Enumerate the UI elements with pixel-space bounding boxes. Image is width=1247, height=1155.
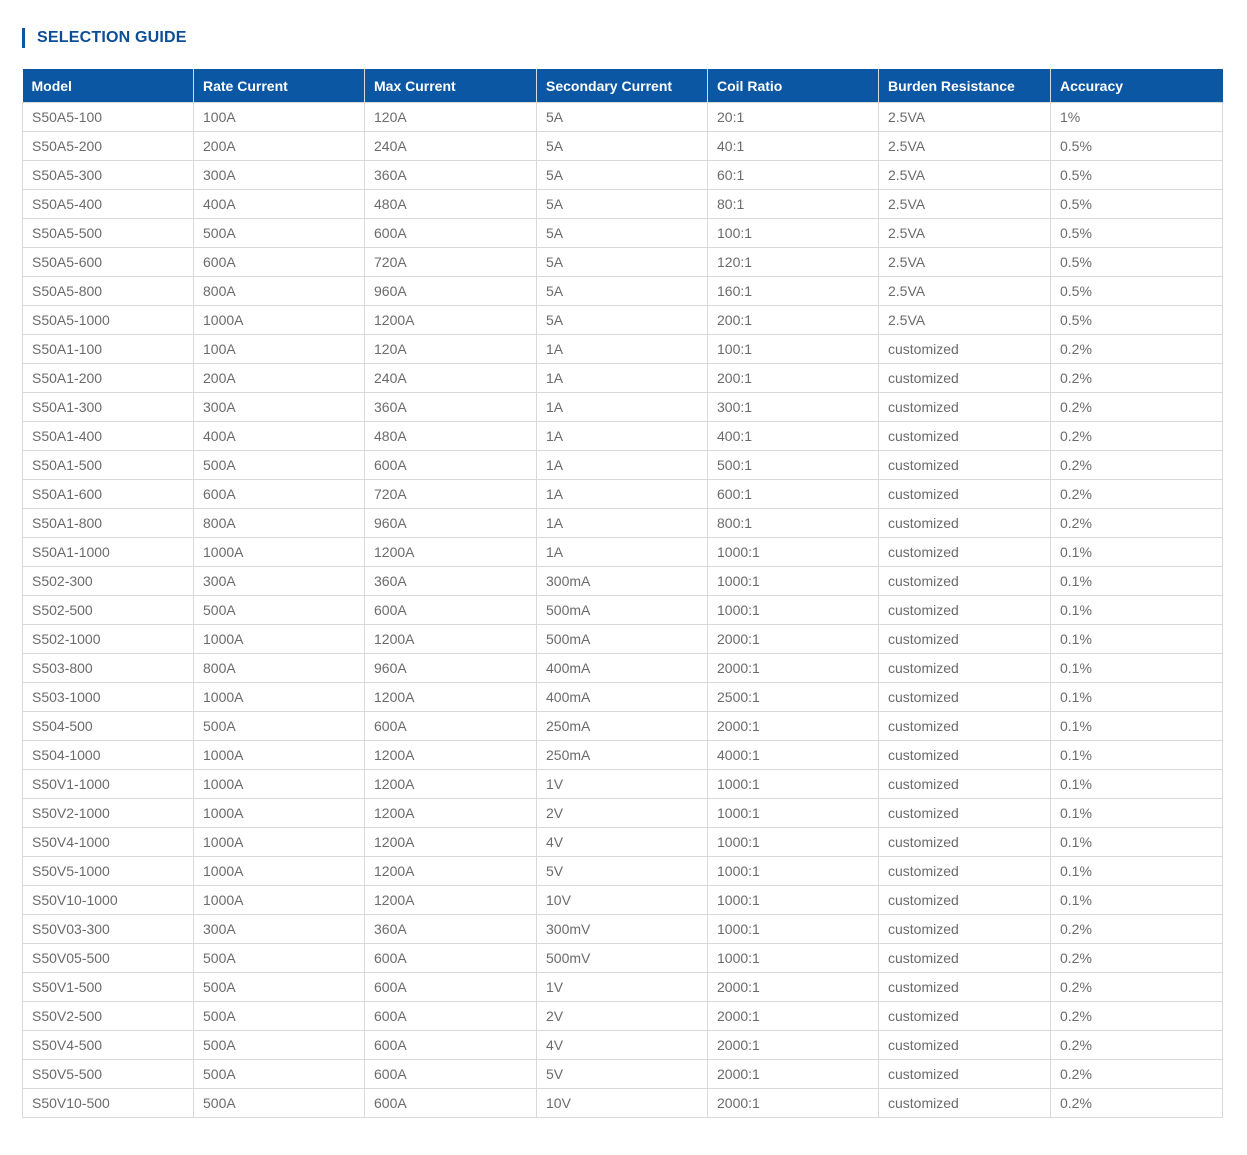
cell-accuracy: 0.1%	[1051, 538, 1223, 567]
cell-rate-current: 500A	[194, 451, 365, 480]
cell-rate-current: 500A	[194, 712, 365, 741]
cell-rate-current: 500A	[194, 1089, 365, 1118]
table-row	[23, 770, 1223, 799]
cell-secondary-current: 1A	[537, 480, 708, 509]
cell-max-current: 960A	[365, 509, 537, 538]
cell-model: S50V2-1000	[23, 799, 194, 828]
cell-coil-ratio: 1000:1	[708, 857, 879, 886]
cell-secondary-current: 2V	[537, 1002, 708, 1031]
cell-burden-resistance: customized	[879, 1031, 1051, 1060]
header-rate-current: Rate Current	[194, 69, 365, 103]
cell-coil-ratio: 20:1	[708, 103, 879, 132]
cell-coil-ratio: 1000:1	[708, 915, 879, 944]
cell-burden-resistance: customized	[879, 973, 1051, 1002]
table-row	[23, 973, 1223, 1002]
cell-model: S50A1-300	[23, 393, 194, 422]
cell-rate-current: 1000A	[194, 886, 365, 915]
cell-model: S50V03-300	[23, 915, 194, 944]
table-row	[23, 132, 1223, 161]
cell-secondary-current: 400mA	[537, 683, 708, 712]
cell-accuracy: 0.1%	[1051, 567, 1223, 596]
cell-secondary-current: 2V	[537, 799, 708, 828]
cell-rate-current: 1000A	[194, 857, 365, 886]
cell-accuracy: 0.2%	[1051, 451, 1223, 480]
cell-burden-resistance: customized	[879, 538, 1051, 567]
cell-model: S50A5-500	[23, 219, 194, 248]
cell-secondary-current: 1A	[537, 422, 708, 451]
cell-max-current: 240A	[365, 364, 537, 393]
cell-burden-resistance: customized	[879, 625, 1051, 654]
cell-burden-resistance: customized	[879, 654, 1051, 683]
cell-model: S50V5-500	[23, 1060, 194, 1089]
cell-accuracy: 0.1%	[1051, 770, 1223, 799]
cell-secondary-current: 10V	[537, 886, 708, 915]
cell-secondary-current: 250mA	[537, 712, 708, 741]
cell-secondary-current: 10V	[537, 1089, 708, 1118]
cell-model: S50A1-400	[23, 422, 194, 451]
cell-accuracy: 1%	[1051, 103, 1223, 132]
cell-coil-ratio: 120:1	[708, 248, 879, 277]
cell-max-current: 480A	[365, 190, 537, 219]
cell-rate-current: 500A	[194, 1060, 365, 1089]
table-row	[23, 828, 1223, 857]
cell-accuracy: 0.2%	[1051, 944, 1223, 973]
cell-secondary-current: 500mA	[537, 625, 708, 654]
cell-max-current: 720A	[365, 480, 537, 509]
cell-secondary-current: 5A	[537, 277, 708, 306]
cell-secondary-current: 300mA	[537, 567, 708, 596]
cell-accuracy: 0.1%	[1051, 741, 1223, 770]
cell-model: S50A5-1000	[23, 306, 194, 335]
cell-max-current: 360A	[365, 915, 537, 944]
cell-secondary-current: 1V	[537, 973, 708, 1002]
cell-model: S50A5-400	[23, 190, 194, 219]
cell-rate-current: 1000A	[194, 683, 365, 712]
cell-accuracy: 0.1%	[1051, 828, 1223, 857]
cell-model: S50A5-800	[23, 277, 194, 306]
cell-model: S50A1-600	[23, 480, 194, 509]
cell-max-current: 240A	[365, 132, 537, 161]
cell-burden-resistance: customized	[879, 857, 1051, 886]
cell-rate-current: 1000A	[194, 538, 365, 567]
cell-coil-ratio: 80:1	[708, 190, 879, 219]
table-row	[23, 509, 1223, 538]
table-row	[23, 277, 1223, 306]
cell-coil-ratio: 2000:1	[708, 1060, 879, 1089]
table-row	[23, 712, 1223, 741]
cell-coil-ratio: 4000:1	[708, 741, 879, 770]
cell-coil-ratio: 2000:1	[708, 625, 879, 654]
cell-model: S502-500	[23, 596, 194, 625]
cell-model: S50A5-200	[23, 132, 194, 161]
table-row	[23, 683, 1223, 712]
cell-accuracy: 0.2%	[1051, 335, 1223, 364]
cell-accuracy: 0.1%	[1051, 799, 1223, 828]
cell-coil-ratio: 1000:1	[708, 567, 879, 596]
cell-accuracy: 0.5%	[1051, 219, 1223, 248]
cell-max-current: 1200A	[365, 857, 537, 886]
cell-rate-current: 400A	[194, 190, 365, 219]
cell-coil-ratio: 200:1	[708, 364, 879, 393]
table-row	[23, 1031, 1223, 1060]
table-row	[23, 915, 1223, 944]
header-max-current: Max Current	[365, 69, 537, 103]
cell-coil-ratio: 1000:1	[708, 886, 879, 915]
cell-burden-resistance: customized	[879, 1060, 1051, 1089]
cell-rate-current: 300A	[194, 393, 365, 422]
table-row	[23, 480, 1223, 509]
cell-burden-resistance: customized	[879, 886, 1051, 915]
cell-max-current: 600A	[365, 1002, 537, 1031]
cell-model: S50V4-500	[23, 1031, 194, 1060]
cell-burden-resistance: customized	[879, 712, 1051, 741]
cell-max-current: 1200A	[365, 683, 537, 712]
cell-burden-resistance: 2.5VA	[879, 248, 1051, 277]
cell-coil-ratio: 1000:1	[708, 828, 879, 857]
table-row	[23, 451, 1223, 480]
cell-coil-ratio: 200:1	[708, 306, 879, 335]
cell-coil-ratio: 300:1	[708, 393, 879, 422]
header-secondary-current: Secondary Current	[537, 69, 708, 103]
table-row	[23, 219, 1223, 248]
cell-max-current: 600A	[365, 219, 537, 248]
cell-model: S50A5-100	[23, 103, 194, 132]
cell-model: S50V10-500	[23, 1089, 194, 1118]
cell-rate-current: 200A	[194, 364, 365, 393]
cell-accuracy: 0.1%	[1051, 712, 1223, 741]
cell-model: S503-800	[23, 654, 194, 683]
cell-accuracy: 0.2%	[1051, 509, 1223, 538]
cell-max-current: 1200A	[365, 741, 537, 770]
header-accuracy: Accuracy	[1051, 69, 1223, 103]
cell-secondary-current: 500mV	[537, 944, 708, 973]
cell-accuracy: 0.2%	[1051, 393, 1223, 422]
cell-rate-current: 500A	[194, 219, 365, 248]
cell-rate-current: 1000A	[194, 770, 365, 799]
cell-rate-current: 500A	[194, 596, 365, 625]
cell-burden-resistance: customized	[879, 393, 1051, 422]
table-row	[23, 248, 1223, 277]
cell-rate-current: 800A	[194, 654, 365, 683]
section-title: SELECTION GUIDE	[37, 29, 187, 46]
cell-burden-resistance: customized	[879, 422, 1051, 451]
cell-burden-resistance: customized	[879, 451, 1051, 480]
cell-model: S50A5-300	[23, 161, 194, 190]
cell-model: S503-1000	[23, 683, 194, 712]
table-row	[23, 654, 1223, 683]
header-coil-ratio: Coil Ratio	[708, 69, 879, 103]
cell-model: S50V4-1000	[23, 828, 194, 857]
table-row	[23, 1089, 1223, 1118]
cell-burden-resistance: customized	[879, 364, 1051, 393]
cell-model: S504-1000	[23, 741, 194, 770]
cell-accuracy: 0.5%	[1051, 161, 1223, 190]
cell-secondary-current: 5A	[537, 219, 708, 248]
cell-model: S50A1-100	[23, 335, 194, 364]
cell-coil-ratio: 1000:1	[708, 799, 879, 828]
heading-accent-bar	[22, 28, 25, 48]
cell-accuracy: 0.1%	[1051, 654, 1223, 683]
cell-accuracy: 0.2%	[1051, 1031, 1223, 1060]
cell-rate-current: 600A	[194, 248, 365, 277]
cell-burden-resistance: customized	[879, 480, 1051, 509]
table-row	[23, 422, 1223, 451]
cell-max-current: 1200A	[365, 770, 537, 799]
cell-coil-ratio: 100:1	[708, 335, 879, 364]
cell-max-current: 600A	[365, 944, 537, 973]
cell-secondary-current: 5A	[537, 161, 708, 190]
cell-burden-resistance: 2.5VA	[879, 219, 1051, 248]
cell-coil-ratio: 500:1	[708, 451, 879, 480]
cell-accuracy: 0.2%	[1051, 915, 1223, 944]
cell-burden-resistance: customized	[879, 596, 1051, 625]
cell-coil-ratio: 2000:1	[708, 712, 879, 741]
cell-max-current: 1200A	[365, 828, 537, 857]
cell-accuracy: 0.1%	[1051, 625, 1223, 654]
cell-secondary-current: 300mV	[537, 915, 708, 944]
cell-secondary-current: 5V	[537, 1060, 708, 1089]
cell-accuracy: 0.5%	[1051, 248, 1223, 277]
cell-max-current: 600A	[365, 1089, 537, 1118]
cell-max-current: 600A	[365, 712, 537, 741]
cell-max-current: 600A	[365, 596, 537, 625]
cell-accuracy: 0.2%	[1051, 973, 1223, 1002]
cell-model: S504-500	[23, 712, 194, 741]
cell-burden-resistance: 2.5VA	[879, 132, 1051, 161]
cell-coil-ratio: 1000:1	[708, 596, 879, 625]
selection-guide-table	[22, 69, 1223, 1118]
cell-secondary-current: 1A	[537, 335, 708, 364]
cell-model: S50V5-1000	[23, 857, 194, 886]
cell-coil-ratio: 2000:1	[708, 1089, 879, 1118]
cell-model: S50V10-1000	[23, 886, 194, 915]
cell-max-current: 1200A	[365, 625, 537, 654]
cell-burden-resistance: customized	[879, 799, 1051, 828]
cell-secondary-current: 1A	[537, 393, 708, 422]
cell-coil-ratio: 800:1	[708, 509, 879, 538]
cell-burden-resistance: customized	[879, 1002, 1051, 1031]
cell-accuracy: 0.1%	[1051, 857, 1223, 886]
cell-secondary-current: 1A	[537, 538, 708, 567]
cell-rate-current: 600A	[194, 480, 365, 509]
cell-max-current: 1200A	[365, 799, 537, 828]
cell-burden-resistance: customized	[879, 1089, 1051, 1118]
cell-coil-ratio: 2000:1	[708, 654, 879, 683]
cell-accuracy: 0.5%	[1051, 277, 1223, 306]
cell-coil-ratio: 40:1	[708, 132, 879, 161]
cell-coil-ratio: 2000:1	[708, 1031, 879, 1060]
cell-coil-ratio: 1000:1	[708, 538, 879, 567]
cell-max-current: 960A	[365, 654, 537, 683]
cell-secondary-current: 4V	[537, 828, 708, 857]
cell-max-current: 1200A	[365, 538, 537, 567]
cell-rate-current: 500A	[194, 1031, 365, 1060]
cell-secondary-current: 500mA	[537, 596, 708, 625]
cell-rate-current: 500A	[194, 973, 365, 1002]
table-row	[23, 625, 1223, 654]
cell-accuracy: 0.5%	[1051, 190, 1223, 219]
cell-accuracy: 0.2%	[1051, 1089, 1223, 1118]
cell-model: S50V2-500	[23, 1002, 194, 1031]
table-row	[23, 364, 1223, 393]
cell-rate-current: 300A	[194, 567, 365, 596]
cell-model: S502-1000	[23, 625, 194, 654]
cell-secondary-current: 5V	[537, 857, 708, 886]
cell-burden-resistance: customized	[879, 567, 1051, 596]
table-header-row	[23, 69, 1223, 103]
cell-max-current: 600A	[365, 973, 537, 1002]
cell-rate-current: 500A	[194, 944, 365, 973]
cell-coil-ratio: 2000:1	[708, 1002, 879, 1031]
cell-max-current: 120A	[365, 103, 537, 132]
cell-max-current: 600A	[365, 1060, 537, 1089]
cell-secondary-current: 250mA	[537, 741, 708, 770]
cell-burden-resistance: customized	[879, 683, 1051, 712]
section-heading	[22, 28, 187, 48]
cell-rate-current: 400A	[194, 422, 365, 451]
cell-accuracy: 0.1%	[1051, 683, 1223, 712]
cell-burden-resistance: 2.5VA	[879, 277, 1051, 306]
cell-burden-resistance: 2.5VA	[879, 161, 1051, 190]
table-body	[23, 103, 1223, 1118]
cell-max-current: 480A	[365, 422, 537, 451]
cell-coil-ratio: 160:1	[708, 277, 879, 306]
cell-model: S50A1-1000	[23, 538, 194, 567]
cell-rate-current: 500A	[194, 1002, 365, 1031]
cell-model: S50V1-500	[23, 973, 194, 1002]
cell-rate-current: 800A	[194, 509, 365, 538]
table-row	[23, 393, 1223, 422]
table-row	[23, 538, 1223, 567]
cell-rate-current: 300A	[194, 915, 365, 944]
cell-rate-current: 300A	[194, 161, 365, 190]
table-row	[23, 886, 1223, 915]
cell-model: S50V05-500	[23, 944, 194, 973]
cell-accuracy: 0.1%	[1051, 596, 1223, 625]
cell-model: S50A1-800	[23, 509, 194, 538]
cell-model: S50A5-600	[23, 248, 194, 277]
cell-burden-resistance: customized	[879, 770, 1051, 799]
cell-max-current: 600A	[365, 1031, 537, 1060]
cell-coil-ratio: 600:1	[708, 480, 879, 509]
cell-rate-current: 1000A	[194, 741, 365, 770]
cell-secondary-current: 400mA	[537, 654, 708, 683]
cell-max-current: 1200A	[365, 306, 537, 335]
cell-burden-resistance: customized	[879, 828, 1051, 857]
cell-burden-resistance: customized	[879, 944, 1051, 973]
cell-burden-resistance: 2.5VA	[879, 103, 1051, 132]
cell-coil-ratio: 1000:1	[708, 770, 879, 799]
cell-max-current: 360A	[365, 393, 537, 422]
cell-accuracy: 0.2%	[1051, 422, 1223, 451]
cell-model: S502-300	[23, 567, 194, 596]
cell-burden-resistance: customized	[879, 509, 1051, 538]
cell-max-current: 600A	[365, 451, 537, 480]
table-row	[23, 306, 1223, 335]
cell-secondary-current: 5A	[537, 306, 708, 335]
cell-rate-current: 100A	[194, 335, 365, 364]
cell-burden-resistance: customized	[879, 741, 1051, 770]
cell-model: S50A1-500	[23, 451, 194, 480]
cell-coil-ratio: 2000:1	[708, 973, 879, 1002]
table-row	[23, 190, 1223, 219]
cell-rate-current: 200A	[194, 132, 365, 161]
cell-max-current: 120A	[365, 335, 537, 364]
table-row	[23, 1002, 1223, 1031]
cell-coil-ratio: 100:1	[708, 219, 879, 248]
cell-rate-current: 1000A	[194, 828, 365, 857]
cell-max-current: 360A	[365, 161, 537, 190]
cell-rate-current: 100A	[194, 103, 365, 132]
cell-secondary-current: 5A	[537, 248, 708, 277]
cell-model: S50A1-200	[23, 364, 194, 393]
cell-max-current: 720A	[365, 248, 537, 277]
cell-rate-current: 800A	[194, 277, 365, 306]
cell-burden-resistance: 2.5VA	[879, 190, 1051, 219]
table-row	[23, 741, 1223, 770]
cell-rate-current: 1000A	[194, 625, 365, 654]
cell-secondary-current: 1A	[537, 364, 708, 393]
cell-accuracy: 0.2%	[1051, 480, 1223, 509]
cell-accuracy: 0.5%	[1051, 132, 1223, 161]
cell-coil-ratio: 400:1	[708, 422, 879, 451]
cell-secondary-current: 1A	[537, 509, 708, 538]
cell-rate-current: 1000A	[194, 306, 365, 335]
table-row	[23, 857, 1223, 886]
table-row	[23, 567, 1223, 596]
cell-secondary-current: 4V	[537, 1031, 708, 1060]
cell-secondary-current: 5A	[537, 190, 708, 219]
cell-max-current: 1200A	[365, 886, 537, 915]
cell-rate-current: 1000A	[194, 799, 365, 828]
table-row	[23, 596, 1223, 625]
cell-burden-resistance: 2.5VA	[879, 306, 1051, 335]
cell-accuracy: 0.5%	[1051, 306, 1223, 335]
cell-burden-resistance: customized	[879, 335, 1051, 364]
cell-accuracy: 0.2%	[1051, 1060, 1223, 1089]
cell-model: S50V1-1000	[23, 770, 194, 799]
table-row	[23, 161, 1223, 190]
cell-max-current: 360A	[365, 567, 537, 596]
header-burden-resistance: Burden Resistance	[879, 69, 1051, 103]
cell-accuracy: 0.1%	[1051, 886, 1223, 915]
cell-coil-ratio: 1000:1	[708, 944, 879, 973]
cell-burden-resistance: customized	[879, 915, 1051, 944]
table-row	[23, 799, 1223, 828]
table-row	[23, 335, 1223, 364]
table-row	[23, 103, 1223, 132]
cell-coil-ratio: 2500:1	[708, 683, 879, 712]
cell-secondary-current: 5A	[537, 103, 708, 132]
cell-max-current: 960A	[365, 277, 537, 306]
header-model: Model	[23, 69, 194, 103]
cell-secondary-current: 1A	[537, 451, 708, 480]
cell-accuracy: 0.2%	[1051, 364, 1223, 393]
cell-accuracy: 0.2%	[1051, 1002, 1223, 1031]
table-row	[23, 1060, 1223, 1089]
cell-coil-ratio: 60:1	[708, 161, 879, 190]
cell-secondary-current: 5A	[537, 132, 708, 161]
table-row	[23, 944, 1223, 973]
cell-secondary-current: 1V	[537, 770, 708, 799]
